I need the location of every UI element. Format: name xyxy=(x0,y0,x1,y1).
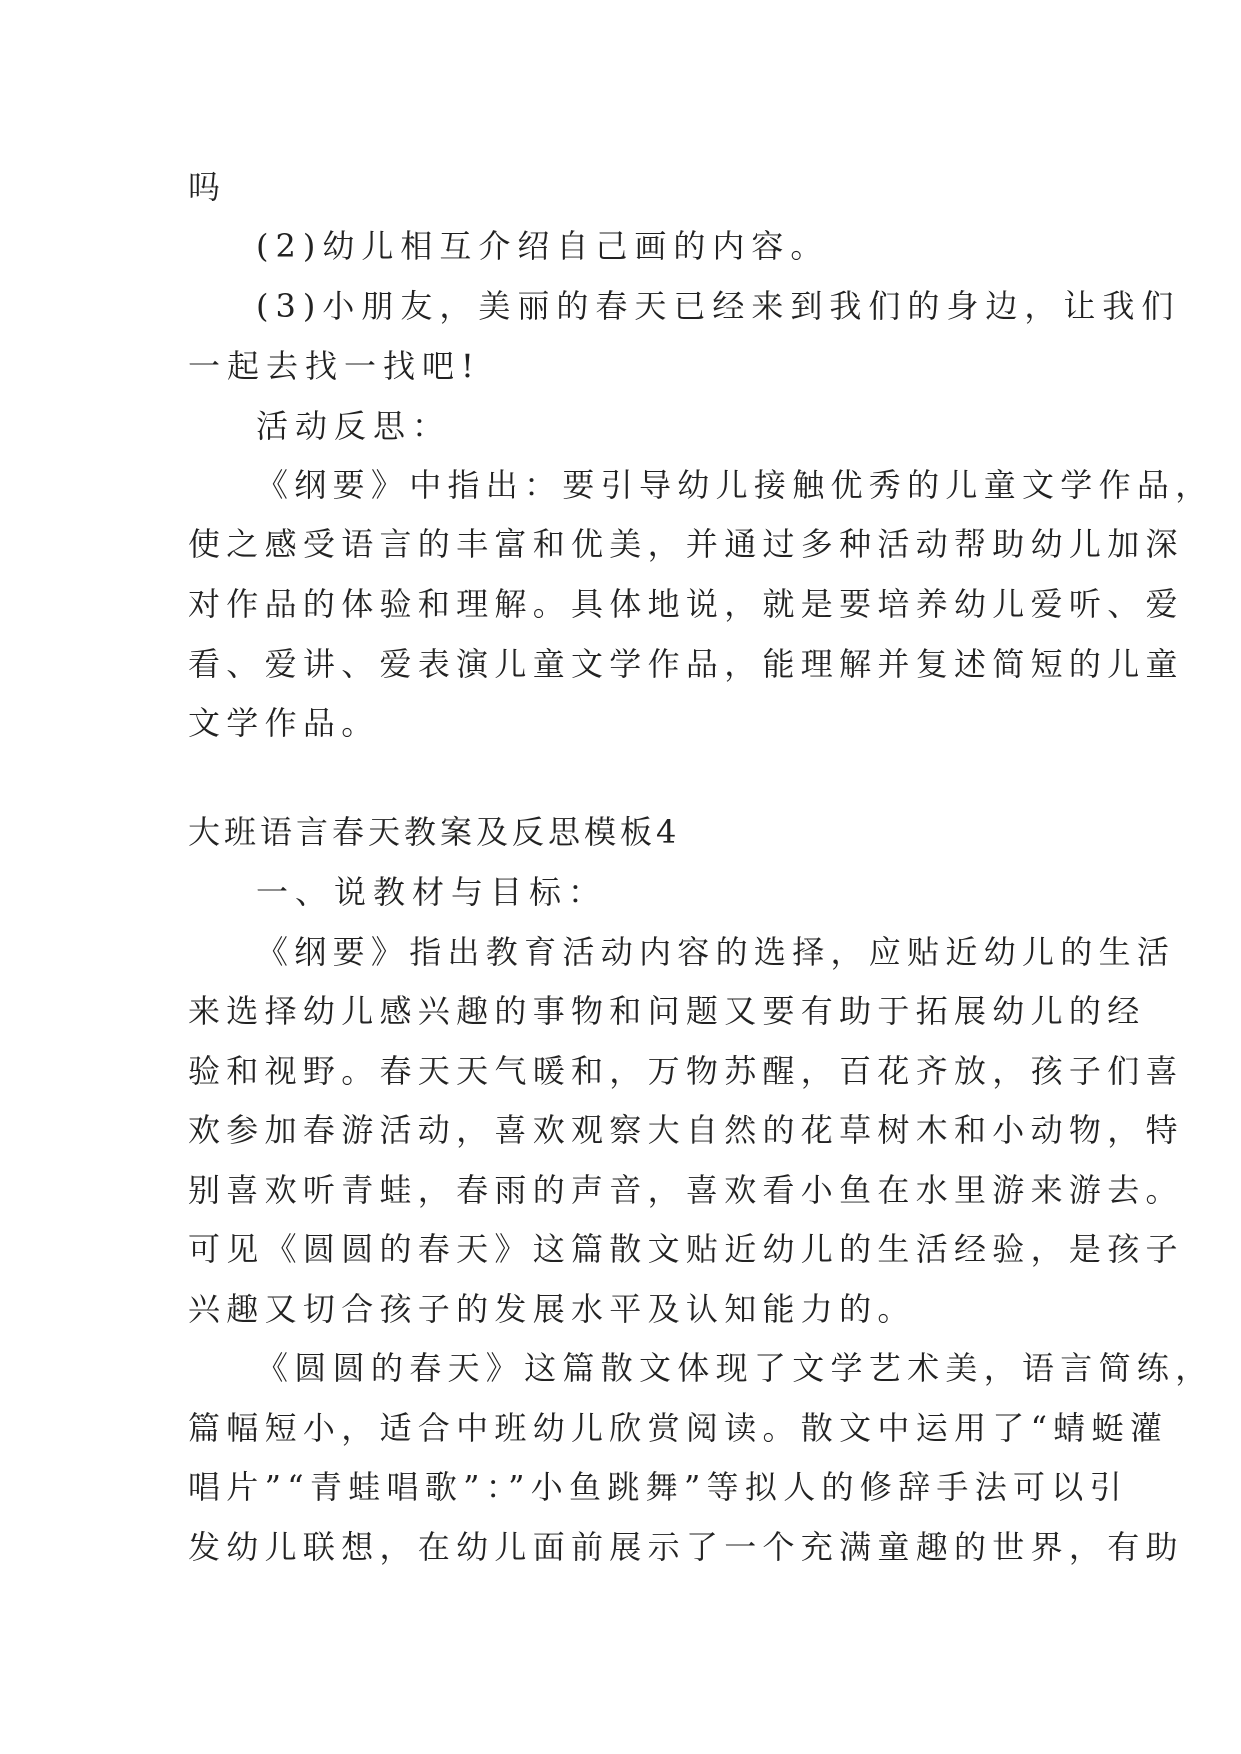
text-line: 《纲要》中指出：要引导幼儿接触优秀的儿童文学作品， xyxy=(256,466,1214,504)
text-line: 发幼儿联想，在幼儿面前展示了一个充满童趣的世界，有助 xyxy=(188,1528,1184,1566)
section-label: 活动反思： xyxy=(256,407,452,445)
text-line: 别喜欢听青蛙，春雨的声音，喜欢看小鱼在水里游来游去。 xyxy=(188,1171,1184,1209)
text-line: 吗 xyxy=(188,168,228,206)
text-line: 看、爱讲、爱表演儿童文学作品，能理解并复述简短的儿童 xyxy=(188,645,1184,683)
text-line: 欢参加春游活动，喜欢观察大自然的花草树木和小动物，特 xyxy=(188,1111,1184,1149)
text-line: 篇幅短小，适合中班幼儿欣赏阅读。散文中运用了“蜻蜓灌 xyxy=(188,1409,1169,1447)
text-line: 《纲要》指出教育活动内容的选择，应贴近幼儿的生活 xyxy=(256,933,1176,971)
text-line: 来选择幼儿感兴趣的事物和问题又要有助于拓展幼儿的经 xyxy=(188,992,1146,1030)
text-line: 可见《圆圆的春天》这篇散文贴近幼儿的生活经验，是孩子 xyxy=(188,1230,1184,1268)
text-line: 文学作品。 xyxy=(188,704,380,742)
text-line: (3)小朋友，美丽的春天已经来到我们的身边，让我们 xyxy=(256,287,1181,325)
section-heading: 大班语言春天教案及反思模板4 xyxy=(188,813,681,851)
section-label: 一、说教材与目标： xyxy=(256,873,608,911)
text-line: 唱片”“青蛙唱歌”：”小鱼跳舞”等拟人的修辞手法可以引 xyxy=(188,1468,1128,1506)
text-line: (2)幼儿相互介绍自己画的内容。 xyxy=(256,227,830,265)
text-line: 兴趣又切合孩子的发展水平及认知能力的。 xyxy=(188,1290,916,1328)
text-line: 验和视野。春天天气暖和，万物苏醒，百花齐放，孩子们喜 xyxy=(188,1052,1184,1090)
text-line: 一起去找一找吧! xyxy=(188,347,481,385)
text-line: 对作品的体验和理解。具体地说，就是要培养幼儿爱听、爱 xyxy=(188,585,1184,623)
text-line: 《圆圆的春天》这篇散文体现了文学艺术美，语言简练， xyxy=(256,1349,1214,1387)
text-line: 使之感受语言的丰富和优美，并通过多种活动帮助幼儿加深 xyxy=(188,525,1184,563)
